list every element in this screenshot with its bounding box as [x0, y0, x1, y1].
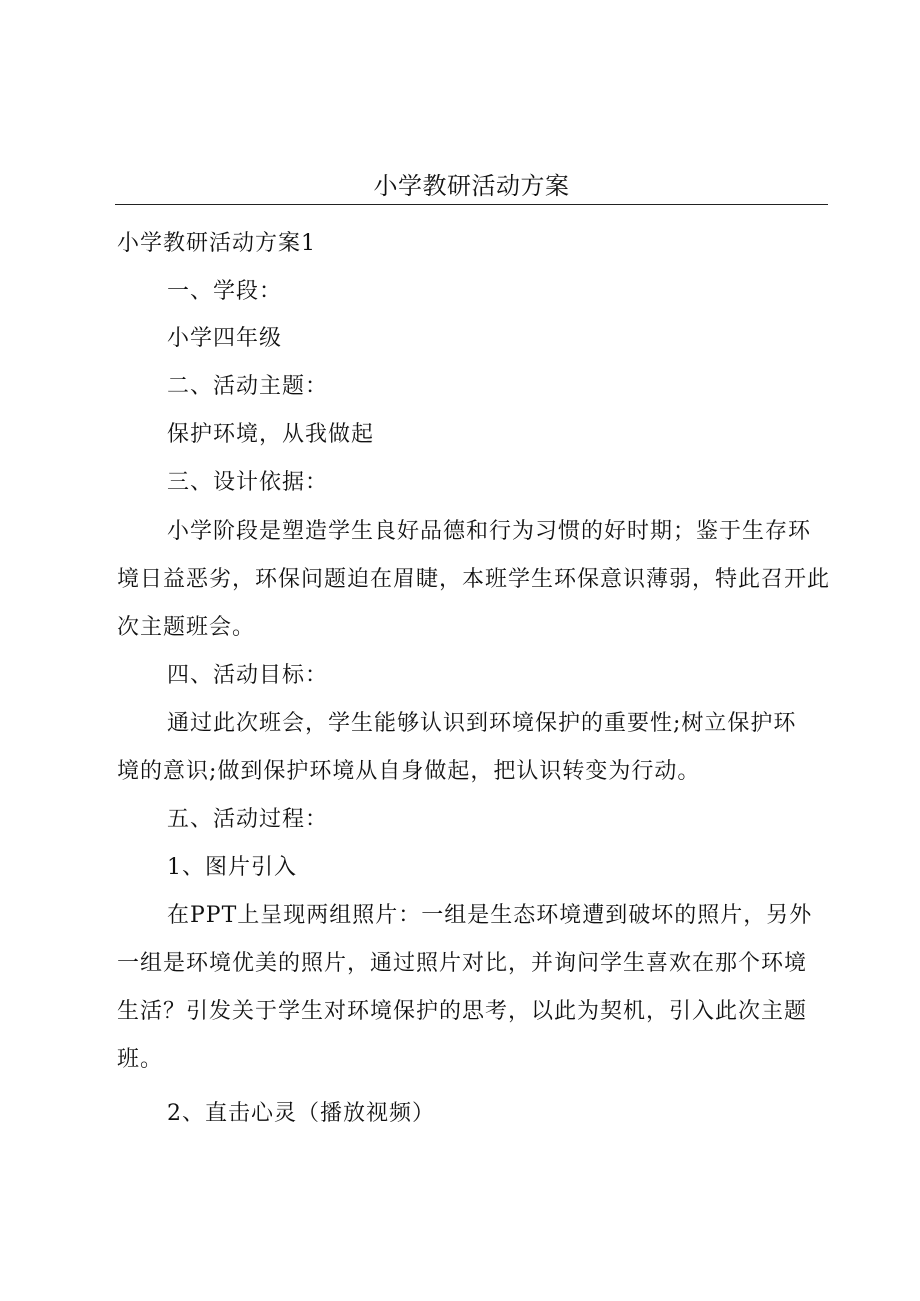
paragraph-line: 生活？引发关于学生对环境保护的思考，以此为契机，引入此次主题 — [117, 999, 808, 1024]
paragraph-line: 小学四年级 — [167, 326, 283, 351]
paragraph-line: 小学阶段是塑造学生良好品德和行为习惯的好时期；鉴于生存环 — [167, 519, 812, 544]
paragraph-line: 保护环境，从我做起 — [167, 422, 375, 447]
paragraph-line: 通过此次班会，学生能够认识到环境保护的重要性;树立保护环 — [167, 711, 797, 736]
paragraph-line: 境日益恶劣，环保问题迫在眉睫，本班学生环保意识薄弱，特此召开此 — [117, 567, 831, 592]
paragraph-line: 次主题班会。 — [117, 615, 256, 640]
paragraph-line: 一组是环境优美的照片，通过照片对比，并询问学生喜欢在那个环境 — [117, 951, 808, 976]
title-underline — [115, 204, 828, 205]
item-heading-theme: 二、活动主题： — [167, 374, 329, 399]
item-heading-basis: 三、设计依据： — [167, 470, 329, 495]
paragraph-line: 班。 — [117, 1047, 164, 1072]
section-heading: 小学教研活动方案1 — [117, 231, 316, 256]
item-heading-goals: 四、活动目标： — [167, 663, 329, 688]
paragraph-line: 境的意识;做到保护环境从自身做起，把认识转变为行动。 — [117, 759, 701, 784]
sub-heading-video: 2、直击心灵（播放视频） — [167, 1101, 435, 1126]
paragraph-line: 在PPT上呈现两组照片：一组是生态环境遭到破坏的照片，另外 — [167, 903, 813, 928]
item-heading-grade: 一、学段： — [167, 279, 283, 304]
document-title: 小学教研活动方案 — [373, 172, 570, 200]
item-heading-process: 五、活动过程： — [167, 807, 329, 832]
sub-heading-pictures: 1、图片引入 — [167, 855, 297, 880]
